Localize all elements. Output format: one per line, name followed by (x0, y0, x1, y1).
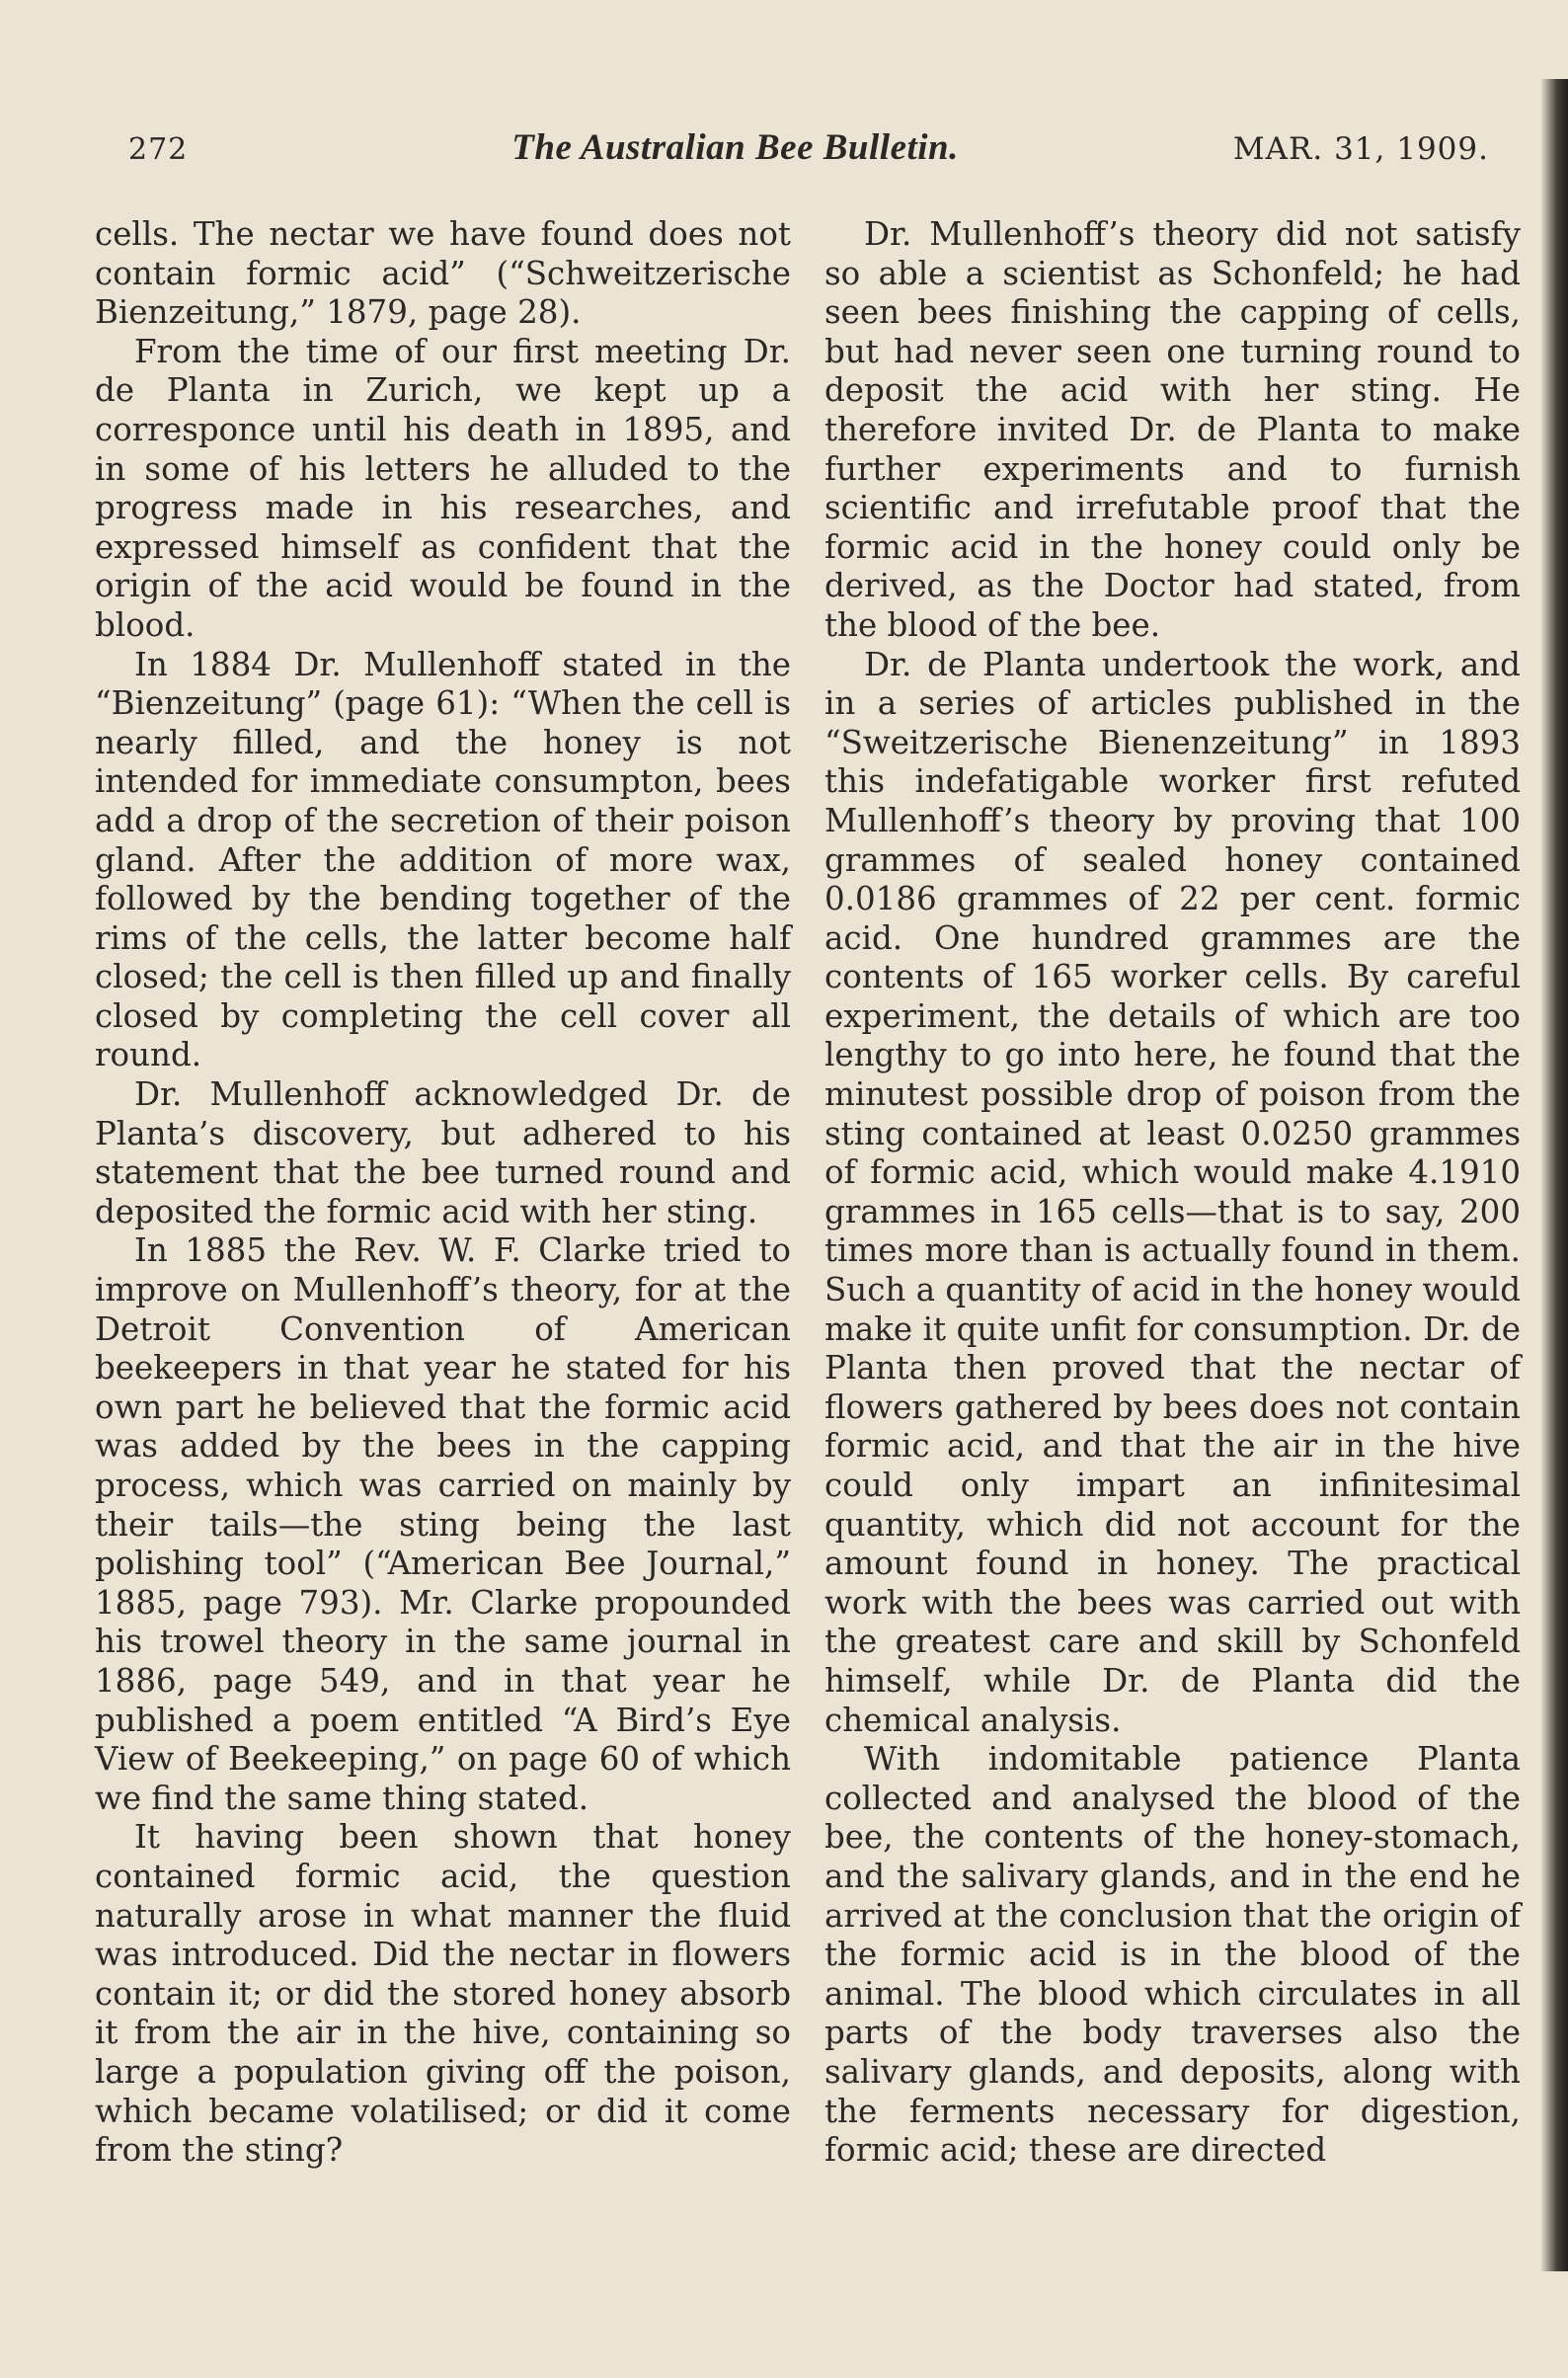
paragraph: Dr. de Planta undertook the work, and in a series of articles published in the “Sweitzerische Bienenzeitung” in 1893 this indefatigable worker first refuted Mullenhoff’s theory by proving that 100 grammes of sealed honey contained 0.0186 grammes of 22 per cent. formic acid. One hundred grammes are the contents of 165 worker cells. By careful experiment, the details of which are too lengthy to go into here, he found that the minutest possible drop of poison from the sting contained at least 0.0250 grammes of formic acid, which would make 4.1910 grammes in 165 cells—that is to say, 200 times more than is actually found in them. Such a quantity of acid in the honey would make it quite unfit for consumption. Dr. de Planta then proved that the nectar of flowers gathered by bees does not contain formic acid, and that the air in the hive could only impart an infinitesimal quantity, which did not account for the amount found in honey. The practical work with the bees was carried out with the greatest care and skill by Schonfeld himself, while Dr. de Planta did the chemical analysis. (824, 645, 1521, 1739)
paragraph: Dr. Mullenhoff’s theory did not satisfy so able a scientist as Schonfeld; he had seen bees finishing the capping of cells, but had never seen one turning round to deposit the acid with her sting. He therefore invited Dr. de Planta to make further experiments and to furnish scientific and irrefutable proof that the formic acid in the honey could only be derived, as the Doctor had stated, from the blood of the bee. (824, 215, 1521, 644)
page-number: 272 (128, 132, 189, 167)
paragraph: It having been shown that honey contained formic acid, the question naturally arose in what manner the fluid was introduced. Did the nectar in flowers contain it; or did the stored honey absorb it from the air in the hive, containing so large a population giving off the poison, which became volatilised; or did it come from the sting? (95, 1818, 791, 2170)
issue-date: MAR. 31, 1909. (1232, 131, 1489, 167)
paragraph: Dr. Mullenhoff acknowledged Dr. de Planta’s discovery, but adhered to his statement that the bee turned round and deposited the formic acid with her sting. (95, 1075, 791, 1230)
journal-title: The Australian Bee Bulletin. (511, 127, 959, 168)
paragraph: From the time of our first meeting Dr. de Planta in Zurich, we kept up a corresponce until his death in 1895, and in some of his letters he alluded to the progress made in his researches, and expressed himself as confident that the origin of the acid would be found in the blood. (95, 332, 791, 644)
left-column (95, 215, 791, 2171)
page-header (128, 126, 1489, 176)
paragraph: cells. The nectar we have found does not contain formic acid” (“Schweitzerische Bienzeitung,” 1879, page 28). (95, 215, 791, 332)
paragraph: With indomitable patience Planta collected and analysed the blood of the bee, the contents of the honey-stomach, and the salivary glands, and in the end he arrived at the conclusion that the origin of the formic acid is in the blood of the animal. The blood which circulates in all parts of the body traverses also the salivary glands, and deposits, along with the ferments necessary for digestion, formic acid; these are directed (824, 1740, 1521, 2170)
right-column (824, 215, 1521, 2171)
paragraph: In 1884 Dr. Mullenhoff stated in the “Bienzeitung” (page 61): “When the cell is nearly filled, and the honey is not intended for immediate consumpton, bees add a drop of the secretion of their poison gland. After the addition of more wax, followed by the bending together of the rims of the cells, the latter become half closed; the cell is then filled up and finally closed by completing the cell cover all round. (95, 645, 791, 1074)
paragraph: In 1885 the Rev. W. F. Clarke tried to improve on Mullenhoff’s theory, for at the Detroit Convention of American beekeepers in that year he stated for his own part he believed that the formic acid was added by the bees in the capping process, which was carried on mainly by their tails—the sting being the last polishing tool” (“American Bee Journal,” 1885, page 793). Mr. Clarke propounded his trowel theory in the same journal in 1886, page 549, and in that year he published a poem entitled “A Bird’s Eye View of Beekeeping,” on page 60 of which we find the same thing stated. (95, 1231, 791, 1817)
